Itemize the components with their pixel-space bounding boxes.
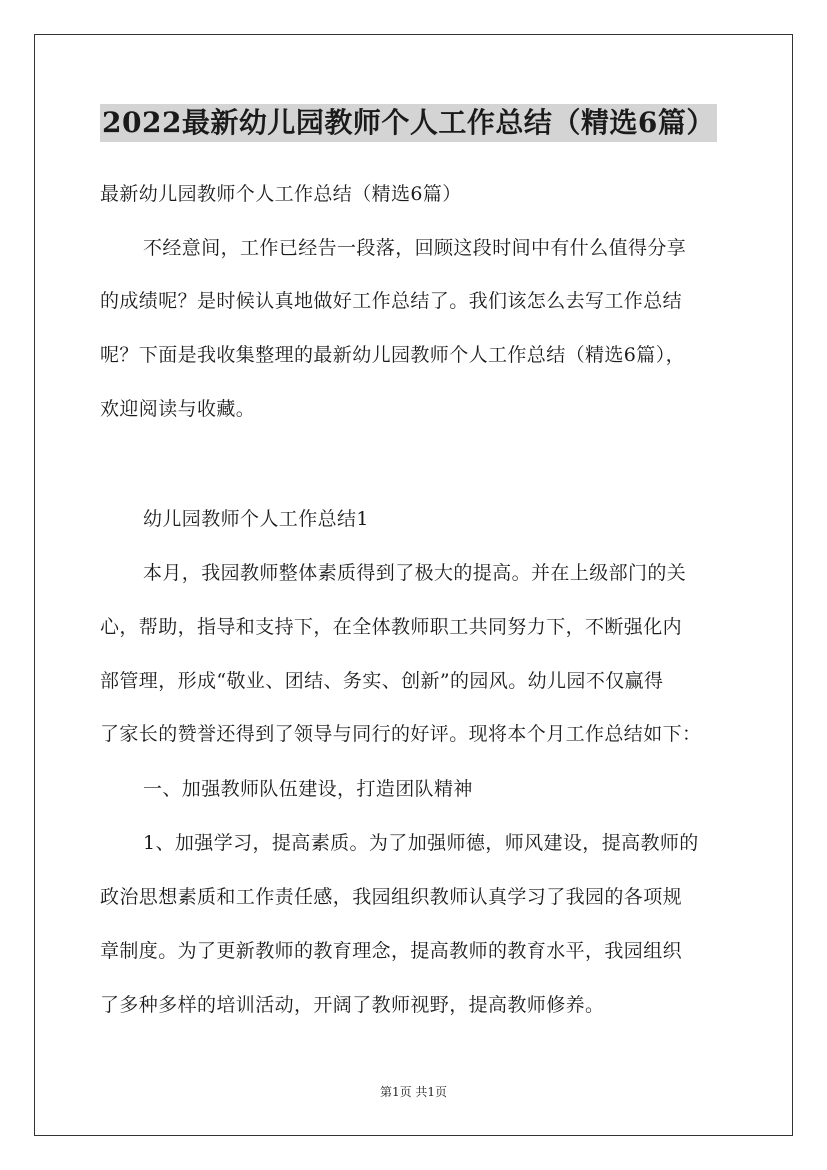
section-heading: 幼儿园教师个人工作总结1 bbox=[143, 508, 369, 530]
document-subtitle: 最新幼儿园教师个人工作总结（精选6篇） bbox=[100, 183, 462, 205]
paragraph-line: 政治思想素质和工作责任感，我园组织教师认真学习了我园的各项规 bbox=[100, 886, 683, 908]
intro-line: 不经意间，工作已经告一段落，回顾这段时间中有什么值得分享 bbox=[143, 237, 687, 259]
intro-line: 欢迎阅读与收藏。 bbox=[100, 398, 256, 420]
paragraph-line: 1、加强学习，提高素质。为了加强师德，师风建设，提高教师的 bbox=[143, 832, 699, 854]
document-title: 2022最新幼儿园教师个人工作总结（精选6篇） bbox=[100, 104, 717, 142]
paragraph-line: 本月，我园教师整体素质得到了极大的提高。并在上级部门的关 bbox=[143, 562, 687, 584]
intro-line: 的成绩呢？是时候认真地做好工作总结了。我们该怎么去写工作总结 bbox=[100, 290, 683, 312]
paragraph-line: 心，帮助，指导和支持下，在全体教师职工共同努力下，不断强化内 bbox=[100, 616, 683, 638]
subheading: 一、加强教师队伍建设，打造团队精神 bbox=[143, 778, 473, 800]
paragraph-line: 了家长的赞誉还得到了领导与同行的好评。现将本个月工作总结如下： bbox=[100, 723, 702, 745]
paragraph-line: 章制度。为了更新教师的教育理念，提高教师的教育水平，我园组织 bbox=[100, 940, 683, 962]
paragraph-line: 部管理，形成“敬业、团结、务实、创新”的园风。幼儿园不仅赢得 bbox=[100, 670, 664, 692]
page-footer: 第1页 共1页 bbox=[379, 1085, 448, 1099]
paragraph-line: 了多种多样的培训活动，开阔了教师视野，提高教师修养。 bbox=[100, 994, 605, 1016]
intro-line: 呢？下面是我收集整理的最新幼儿园教师个人工作总结（精选6篇）， bbox=[100, 344, 685, 366]
